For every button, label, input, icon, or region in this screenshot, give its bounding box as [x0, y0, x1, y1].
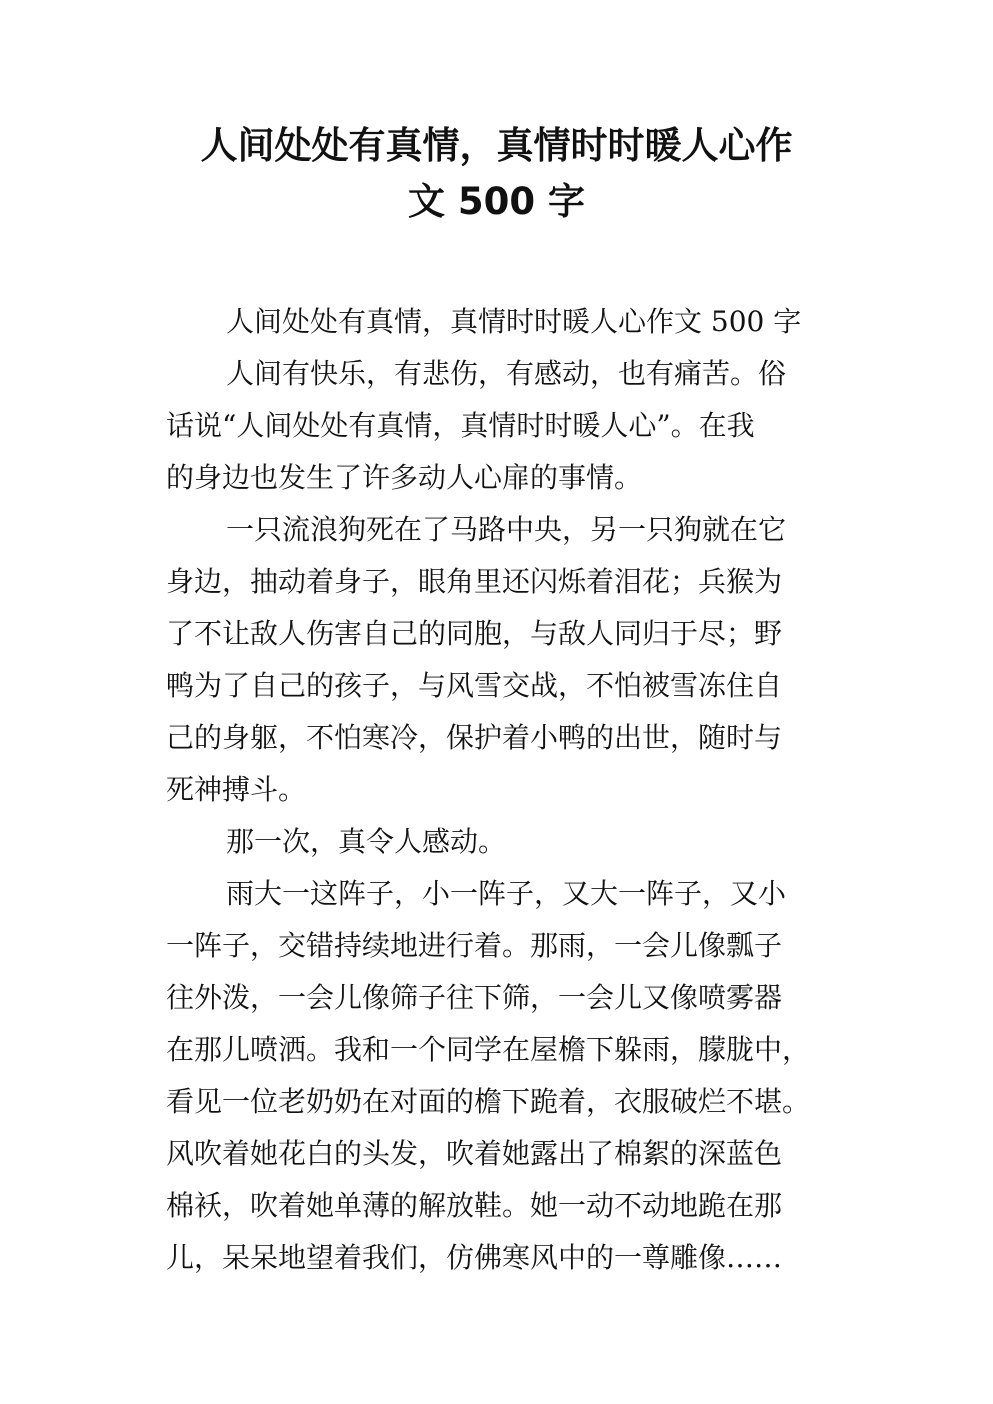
text-line: 鸭为了自己的孩子，与风雪交战，不怕被雪冻住自 [166, 669, 783, 702]
text-line: 往外泼，一会儿像筛子往下筛，一会儿又像喷雾器 [166, 981, 783, 1014]
text-line: 话说“人间处处有真情，真情时时暖人心”。在我 [166, 409, 755, 442]
document-body [166, 296, 856, 1284]
text-line: 己的身躯，不怕寒冷，保护着小鸭的出世，随时与 [166, 721, 783, 754]
text-line: 身边，抽动着身子，眼角里还闪烁着泪花；兵猴为 [166, 565, 783, 598]
paragraph-heading-repeat [166, 296, 856, 348]
text-line: 看见一位老奶奶在对面的檐下跪着，衣服破烂不堪。 [166, 1085, 811, 1118]
text-line: 一只流浪狗死在了马路中央，另一只狗就在它 [226, 513, 787, 546]
title-line: 人间处处有真情，真情时时暖人心作 [200, 124, 793, 167]
text-line: 的身边也发生了许多动人心扉的事情。 [166, 461, 643, 494]
text-line: 棉袄，吹着她单薄的解放鞋。她一动不动地跪在那 [166, 1189, 783, 1222]
paragraph-examples [166, 504, 856, 816]
paragraph-story [166, 868, 856, 1284]
text-line: 人间有快乐，有悲伤，有感动，也有痛苦。俗 [226, 357, 787, 390]
paragraph-intro [166, 348, 856, 504]
title-line: 文 500 字 [408, 180, 585, 223]
text-line: 人间处处有真情，真情时时暖人心作文 500 字 [226, 305, 802, 338]
text-line: 雨大一这阵子，小一阵子，又大一阵子，又小 [226, 877, 787, 910]
document-title [150, 118, 843, 230]
text-line: 一阵子，交错持续地进行着。那雨，一会儿像瓢子 [166, 929, 783, 962]
paragraph-transition [166, 816, 856, 868]
text-line: 在那儿喷洒。我和一个同学在屋檐下躲雨，朦胧中， [166, 1033, 811, 1066]
text-line: 风吹着她花白的头发，吹着她露出了棉絮的深蓝色 [166, 1137, 783, 1170]
text-line: 儿，呆呆地望着我们，仿佛寒风中的一尊雕像…… [166, 1241, 783, 1274]
text-line: 那一次，真令人感动。 [226, 825, 507, 858]
text-line: 了不让敌人伤害自己的同胞，与敌人同归于尽；野 [166, 617, 783, 650]
text-line: 死神搏斗。 [166, 773, 307, 806]
